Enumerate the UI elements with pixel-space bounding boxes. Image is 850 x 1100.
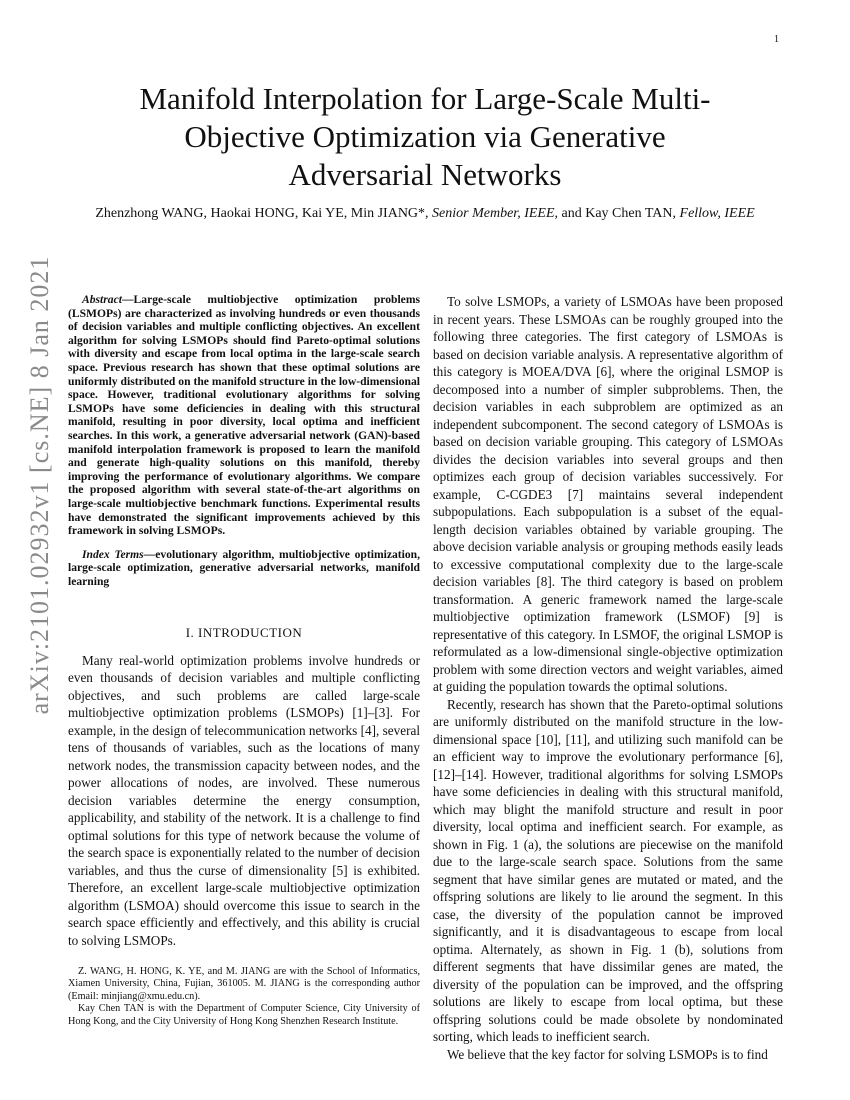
arxiv-sidebar bbox=[20, 255, 60, 715]
author-and: and Kay Chen TAN, bbox=[558, 206, 680, 221]
body-paragraph: Many real-world optimization problems involve hundreds or even thousands of decision variables and multiple conflicting objectives, and such problems are called large-scale multiobjective optimization problems (LSMOPs) [1]–[3]. For example, in the design of telecommunication networks [4], several tens of thousands of variables, such as the locations of many network nodes, the transmission capacity between nodes, and the power allocations of nodes, are involved. These numerous decision variables determine the energy consumption, applicability, and stability of the network. It is a challenge to find optimal solutions for this type of network because the volume of the search space is exponentially related to the number of decision variables, and thus the curse of dimensionality [5] is exhibited. Therefore, an excellent large-scale multiobjective optimization algorithm (LSMOA) should overcome this issue to search in the search space efficiently and effectively, and this ability is crucial to solving LSMOPs. bbox=[68, 652, 420, 948]
author-list bbox=[80, 204, 770, 223]
section-heading: I. INTRODUCTION bbox=[185, 625, 303, 641]
author-role-2: Fellow, IEEE bbox=[679, 206, 755, 221]
abstract-label: Abstract bbox=[82, 293, 122, 306]
footnote: Kay Chen TAN is with the Department of Computer Science, City University of Hong Kong, and the City University of Hong Kong Shenzhen Research Institute. bbox=[68, 1003, 420, 1027]
author-names: Zhenzhong WANG, Haokai HONG, Kai YE, Min JIANG*, bbox=[95, 206, 429, 221]
abstract bbox=[68, 293, 420, 538]
index-terms bbox=[68, 548, 420, 589]
page-number: 1 bbox=[774, 34, 779, 45]
arxiv-identifier: arXiv:2101.02932v1 [cs.NE] 8 Jan 2021 bbox=[25, 255, 54, 715]
footnotes bbox=[68, 966, 420, 1028]
footnote: Z. WANG, H. HONG, K. YE, and M. JIANG are with the School of Informatics, Xiamen University, China, Fujian, 361005. M. JIANG is the corresponding author (Email: minjiang@xmu.edu.cn). bbox=[68, 966, 420, 1002]
index-terms-text: —evolutionary algorithm, multiobjective optimization, large-scale optimization, generative adversarial networks, manifold learning bbox=[68, 547, 420, 588]
right-column bbox=[433, 293, 783, 1063]
paper-title: Manifold Interpolation for Large-Scale Multi-Objective Optimization via Generative Adversarial Networks bbox=[139, 81, 711, 192]
abstract-text: —Large-scale multiobjective optimization problems (LSMOPs) are characterized as involving hundreds or even thousands of decision variables and multiple conflicting objectives. An excellent algorithm for solving LSMOPs should find Pareto-optimal solutions with diversity and escape from local optima in the large-scale search space. Previous research has shown that these optimal solutions are uniformly distributed on the manifold structure in the low-dimensional space. However, traditional evolutionary algorithms for solving LSMOPs have some deficiencies in dealing with this structural manifold, resulting in poor diversity, local optima and inefficient searches. In this work, a generative adversarial network (GAN)-based manifold interpolation framework is proposed to learn the manifold and generate high-quality solutions on this manifold, thereby improving the performance of evolutionary algorithms. We compare the proposed algorithm with several state-of-the-art algorithms on large-scale multiobjective benchmark functions. Experimental results have demonstrated the significant improvements achieved by this framework in solving LSMOPs. bbox=[68, 293, 420, 538]
left-column bbox=[68, 293, 420, 949]
body-paragraph: Recently, research has shown that the Pareto-optimal solutions are uniformly distributed on the manifold structure in the low-dimensional space [10], [11], and utilizing such manifold can be an efficient way to improve the evolutionary performance [6], [12]–[14]. However, traditional algorithms for solving LSMOPs have some deficiencies in dealing with this structural manifold, which may blight the manifold structure and result in poor diversity, local optima and inefficient search. For example, as shown in Fig. 1 (a), the solutions are piecewise on the manifold due to the large-scale search space. Solutions from the same segment that have similar genes are mutated or mated, and the offspring solutions are likely to lie around the segment. In this case, the diversity of the population cannot be improved significantly, and it is disadvantageous to escape from local optima. Alternately, as shown in Fig. 1 (b), solutions from different segments that have dissimilar genes are mated, the diversity of the population can be improved, and the offspring solutions are likely to escape from local optima, but these offspring solutions could be made obsolete by nondominated sorting, which leads to inefficient search. bbox=[433, 696, 783, 1044]
body-paragraph: We believe that the key factor for solving LSMOPs is to find bbox=[447, 1046, 768, 1062]
author-role-1: Senior Member, IEEE, bbox=[432, 206, 559, 221]
body-paragraph: To solve LSMOPs, a variety of LSMOAs have been proposed in recent years. These LSMOAs can be roughly grouped into the following three categories. The first category of LSMOAs is based on decision variable analysis. A representative algorithm of this category is MOEA/DVA [6], where the original LSMOP is decomposed into a number of simpler subproblems. Then, the decision variables in each subproblem are optimized as an independent subcomponent. The second category of LSMOAs is based on decision variable grouping. This category of LSMOAs divides the decision variables into several groups and then optimizes each group of decision variables successively. For example, C-CGDE3 [7] maintains several independent subpopulations. Each subpopulation is a subset of the equal-length decision variables obtained by variable grouping. The above decision variable analysis or grouping methods easily leads to excessive computational complexity due to the large-scale decision variables [8]. The third category is based on problem transformation. A generic framework named the large-scale multiobjective optimization framework (LSMOF) [9] is representative of this category. In LSMOF, the original LSMOP is reformulated as a low-dimensional single-objective optimization problem with some direction vectors and weight variables, aimed at guiding the population towards the optimal solutions. bbox=[433, 294, 783, 694]
index-terms-label: Index Terms bbox=[82, 547, 144, 561]
